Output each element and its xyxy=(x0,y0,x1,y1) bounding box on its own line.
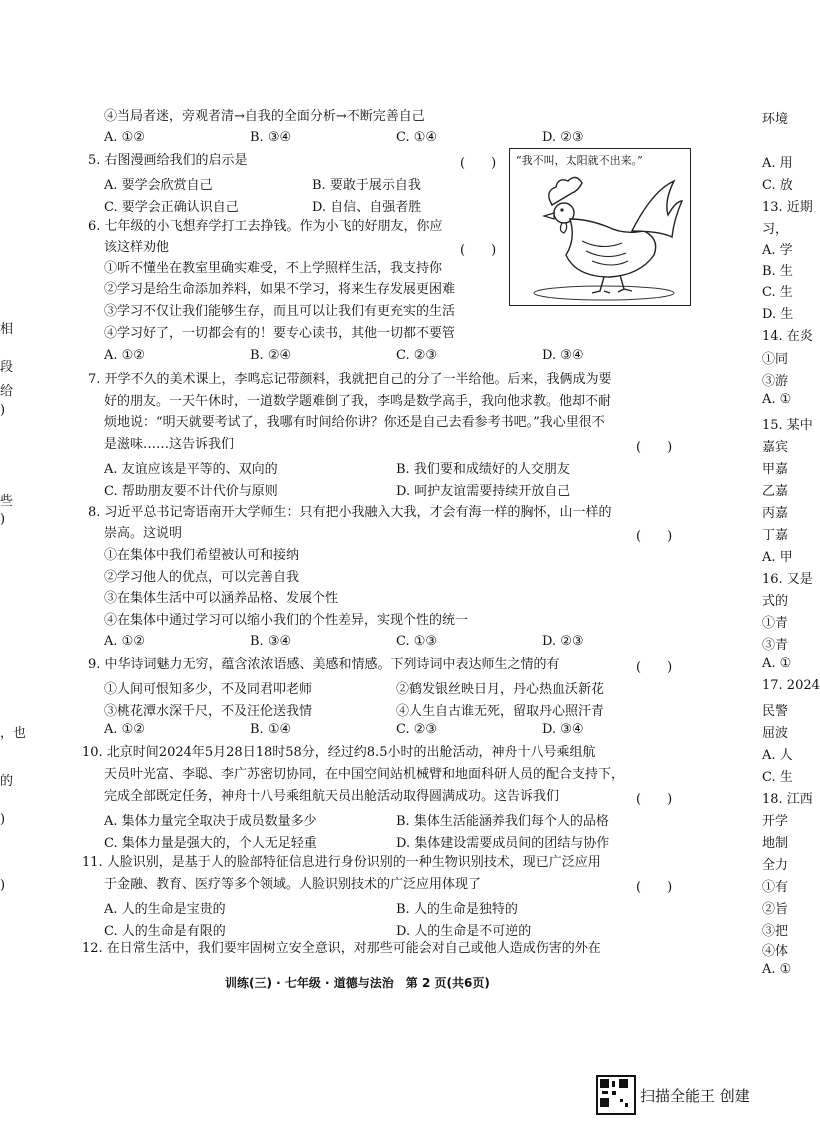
text-line-q10c: 完成全部既定任务，神舟十八号乘组航天员出舱活动取得圆满成功。这告诉我们 xyxy=(104,789,560,804)
option-q9-B: B. ①④ xyxy=(250,722,292,737)
right-fragment-re3: C. 放 xyxy=(762,178,793,193)
right-fragment-re36: ②旨 xyxy=(762,902,789,917)
text-line-q8-2: ②学习他人的优点，可以完善自我 xyxy=(104,570,300,585)
right-fragment-re16: 甲嘉 xyxy=(762,462,789,477)
text-line-q8a: 8. 习近平总书记寄语南开大学师生：只有把小我融入大我，才会有海一样的胸怀，山一样的 xyxy=(88,505,612,520)
text-line-q8-1: ①在集体中我们希望被认可和接纳 xyxy=(104,548,300,563)
option-q6-A: A. ①② xyxy=(104,348,145,363)
option-q9-3: ③桃花潭水深千尺，不及汪伦送我情 xyxy=(104,704,313,719)
left-fragment-le1: 相 xyxy=(0,322,14,337)
right-fragment-re21: 16. 又是 xyxy=(762,572,813,587)
right-fragment-re38: ④体 xyxy=(762,944,789,959)
text-line-q8-3: ③在集体生活中可以涵养品格、发展个性 xyxy=(104,591,339,606)
option-q4-B: B. ③④ xyxy=(250,130,292,145)
left-fragment-le2: 段 xyxy=(0,360,14,375)
right-fragment-re25: A. ① xyxy=(762,656,792,671)
left-fragment-le3: 给 xyxy=(0,384,14,399)
right-fragment-re9: D. 生 xyxy=(762,307,794,322)
qr-code-icon xyxy=(596,1075,636,1115)
page-footer: 训练(三) · 七年级 · 道德与法治 第 2 页(共6页) xyxy=(225,976,490,990)
option-q6-D: D. ③④ xyxy=(542,348,584,363)
option-q5-A: A. 要学会欣赏自己 xyxy=(104,178,213,193)
option-q5-C: C. 要学会正确认识自己 xyxy=(104,200,239,215)
right-fragment-re30: C. 生 xyxy=(762,770,793,785)
rooster-icon xyxy=(512,167,688,303)
option-q4-D: D. ②③ xyxy=(542,130,584,145)
option-q9-D: D. ③④ xyxy=(542,722,584,737)
answer-paren-p7: ( ) xyxy=(636,440,673,455)
answer-paren-p9: ( ) xyxy=(636,660,673,675)
option-q9-A: A. ①② xyxy=(104,722,145,737)
right-fragment-re22: 式的 xyxy=(762,594,789,609)
text-line-q6-2: ②学习是给生命添加养料，如果不学习，将来生存发展更困难 xyxy=(104,282,456,297)
right-fragment-re4: 13. 近期 xyxy=(762,200,813,215)
text-line-q12a: 12. 在日常生活中，我们要牢固树立安全意识，对那些可能会对自己或他人造成伤害的外在 xyxy=(82,941,601,956)
option-q10-B: B. 集体生活能涵养我们每个人的品格 xyxy=(396,814,609,829)
left-fragment-le10: ) xyxy=(0,878,6,893)
answer-paren-p5: ( ) xyxy=(460,156,497,171)
right-fragment-re39: A. ① xyxy=(762,962,792,977)
right-fragment-re8: C. 生 xyxy=(762,285,793,300)
option-q11-C: C. 人的生命是有限的 xyxy=(104,924,226,939)
right-fragment-re37: ③把 xyxy=(762,924,789,939)
cartoon-caption: “我不叫，太阳就不出来。” xyxy=(516,154,643,167)
text-line-q7d: 是滋味……这告诉我们 xyxy=(104,437,235,452)
right-fragment-re32: 开学 xyxy=(762,814,789,829)
right-fragment-re28: 屈波 xyxy=(762,726,789,741)
right-fragment-re5: 习， xyxy=(762,222,789,237)
left-fragment-le7: ，也 xyxy=(0,726,27,741)
answer-paren-p6: ( ) xyxy=(460,243,497,258)
option-q10-C: C. 集体力量是强大的，个人无足轻重 xyxy=(104,836,317,851)
text-line-q5: 5. 右图漫画给我们的启示是 xyxy=(88,153,248,168)
option-q9-4: ④人生自古谁无死，留取丹心照汗青 xyxy=(396,704,605,719)
text-line-q9: 9. 中华诗词魅力无穷，蕴含浓浓语感、美感和情感。下列诗词中表达师生之情的有 xyxy=(88,657,560,672)
text-line-q6-4: ④学习好了，一切都会有的！要专心读书，其他一切都不要管 xyxy=(104,326,456,341)
right-fragment-re26: 17. 2024 xyxy=(762,678,820,693)
text-line-q7a: 7. 开学不久的美术课上，李鸣忘记带颜料，我就把自己的分了一半给他。后来，我俩成为要 xyxy=(88,372,612,387)
right-fragment-re27: 民警 xyxy=(762,704,789,719)
option-q6-C: C. ②③ xyxy=(396,348,438,363)
option-q7-D: D. 呵护友谊需要持续开放自己 xyxy=(396,484,571,499)
option-q7-C: C. 帮助朋友要不计代价与原则 xyxy=(104,484,278,499)
text-line-q8b: 崇高。这说明 xyxy=(104,526,183,541)
right-fragment-re18: 丙嘉 xyxy=(762,506,789,521)
option-q7-B: B. 我们要和成绩好的人交朋友 xyxy=(396,462,570,477)
option-q4-A: A. ①② xyxy=(104,130,145,145)
right-fragment-re19: 丁嘉 xyxy=(762,528,789,543)
right-fragment-re24: ③青 xyxy=(762,638,789,653)
left-fragment-le4: ) xyxy=(0,403,6,418)
option-q4-C: C. ①④ xyxy=(396,130,438,145)
left-fragment-le6: ) xyxy=(0,512,6,527)
option-q5-D: D. 自信、自强者胜 xyxy=(312,200,422,215)
text-line-q10a: 10. 北京时间2024年5月28日18时58分，经过约8.5小时的出舱活动，神舟十八号乘组航 xyxy=(82,745,596,760)
qr-pattern-icon xyxy=(598,1077,630,1109)
option-q9-C: C. ②③ xyxy=(396,722,438,737)
option-q8-B: B. ③④ xyxy=(250,634,292,649)
right-fragment-re10: 14. 在炎 xyxy=(762,329,813,344)
right-fragment-re6: A. 学 xyxy=(762,243,793,258)
option-q7-A: A. 友谊应该是平等的、双向的 xyxy=(104,462,278,477)
right-fragment-re23: ①青 xyxy=(762,616,789,631)
option-q9-1: ①人间可恨知多少，不及同君叩老师 xyxy=(104,682,313,697)
option-q8-A: A. ①② xyxy=(104,634,145,649)
text-line-q7b: 好的朋友。一天午休时，一道数学题难倒了我，李鸣是数学高手，我向他求教。他却不耐 xyxy=(104,394,612,409)
text-line-q11b: 于金融、教育、医疗等多个领域。人脸识别技术的广泛应用体现了 xyxy=(104,877,482,892)
answer-paren-p11: ( ) xyxy=(636,880,673,895)
answer-paren-p10: ( ) xyxy=(636,792,673,807)
text-line-q6b: 该这样劝他 xyxy=(104,240,170,255)
left-fragment-le8: 的 xyxy=(0,774,14,789)
right-fragment-re1: 环境 xyxy=(762,112,789,127)
option-q11-D: D. 人的生命是不可逆的 xyxy=(396,924,532,939)
option-q10-A: A. 集体力量完全取决于成员数量多少 xyxy=(104,814,317,829)
scanner-watermark: 扫描全能王 创建 xyxy=(640,1087,750,1105)
right-fragment-re7: B. 生 xyxy=(762,264,793,279)
text-line-q7c: 烦地说：“明天就要考试了，我哪有时间给你讲？你还是自己去看参考书吧。”我心里很不 xyxy=(104,415,605,430)
left-fragment-le5: 些 xyxy=(0,494,14,509)
option-q11-A: A. 人的生命是宝贵的 xyxy=(104,902,226,917)
right-fragment-re12: ③游 xyxy=(762,374,789,389)
right-fragment-re34: 全力 xyxy=(762,858,789,873)
text-line-q11a: 11. 人脸识别，是基于人的脸部特征信息进行身份识别的一种生物识别技术，现已广泛应用 xyxy=(82,855,601,870)
answer-paren-p8: ( ) xyxy=(636,529,673,544)
right-fragment-re11: ①同 xyxy=(762,352,789,367)
left-fragment-le9: ) xyxy=(0,812,6,827)
text-line-q8-4: ④在集体中通过学习可以缩小我们的个性差异，实现个性的统一 xyxy=(104,613,469,628)
right-fragment-re35: ①有 xyxy=(762,880,789,895)
text-line-q6a: 6. 七年级的小飞想弃学打工去挣钱。作为小飞的好朋友，你应 xyxy=(88,219,443,234)
text-line-q6-3: ③学习不仅让我们能够生存，而且可以让我们有更充实的生活 xyxy=(104,304,456,319)
option-q9-2: ②鹤发银丝映日月，丹心热血沃新花 xyxy=(396,682,605,697)
option-q8-C: C. ①③ xyxy=(396,634,438,649)
right-fragment-re33: 地制 xyxy=(762,836,789,851)
right-fragment-re17: 乙嘉 xyxy=(762,484,789,499)
right-fragment-re13: A. ① xyxy=(762,392,792,407)
cartoon-rooster-figure xyxy=(509,148,691,306)
text-line-q6-1: ①听不懂坐在教室里确实难受，不上学照样生活，我支持你 xyxy=(104,261,443,276)
text-line-q4-opt4: ④当局者迷，旁观者清→自我的全面分析→不断完善自己 xyxy=(104,109,425,124)
right-fragment-re15: 嘉宾 xyxy=(762,440,789,455)
right-fragment-re29: A. 人 xyxy=(762,748,793,763)
right-fragment-re20: A. 甲 xyxy=(762,550,793,565)
option-q8-D: D. ②③ xyxy=(542,634,584,649)
right-fragment-re2: A. 用 xyxy=(762,156,793,171)
text-line-q10b: 天员叶光富、李聪、李广苏密切协同，在中国空间站机械臂和地面科研人员的配合支持下， xyxy=(104,767,625,782)
option-q5-B: B. 要敢于展示自我 xyxy=(312,178,421,193)
option-q10-D: D. 集体建设需要成员间的团结与协作 xyxy=(396,836,610,851)
option-q6-B: B. ②④ xyxy=(250,348,292,363)
option-q11-B: B. 人的生命是独特的 xyxy=(396,902,518,917)
right-fragment-re31: 18. 江西 xyxy=(762,792,813,807)
right-fragment-re14: 15. 某中 xyxy=(762,418,813,433)
